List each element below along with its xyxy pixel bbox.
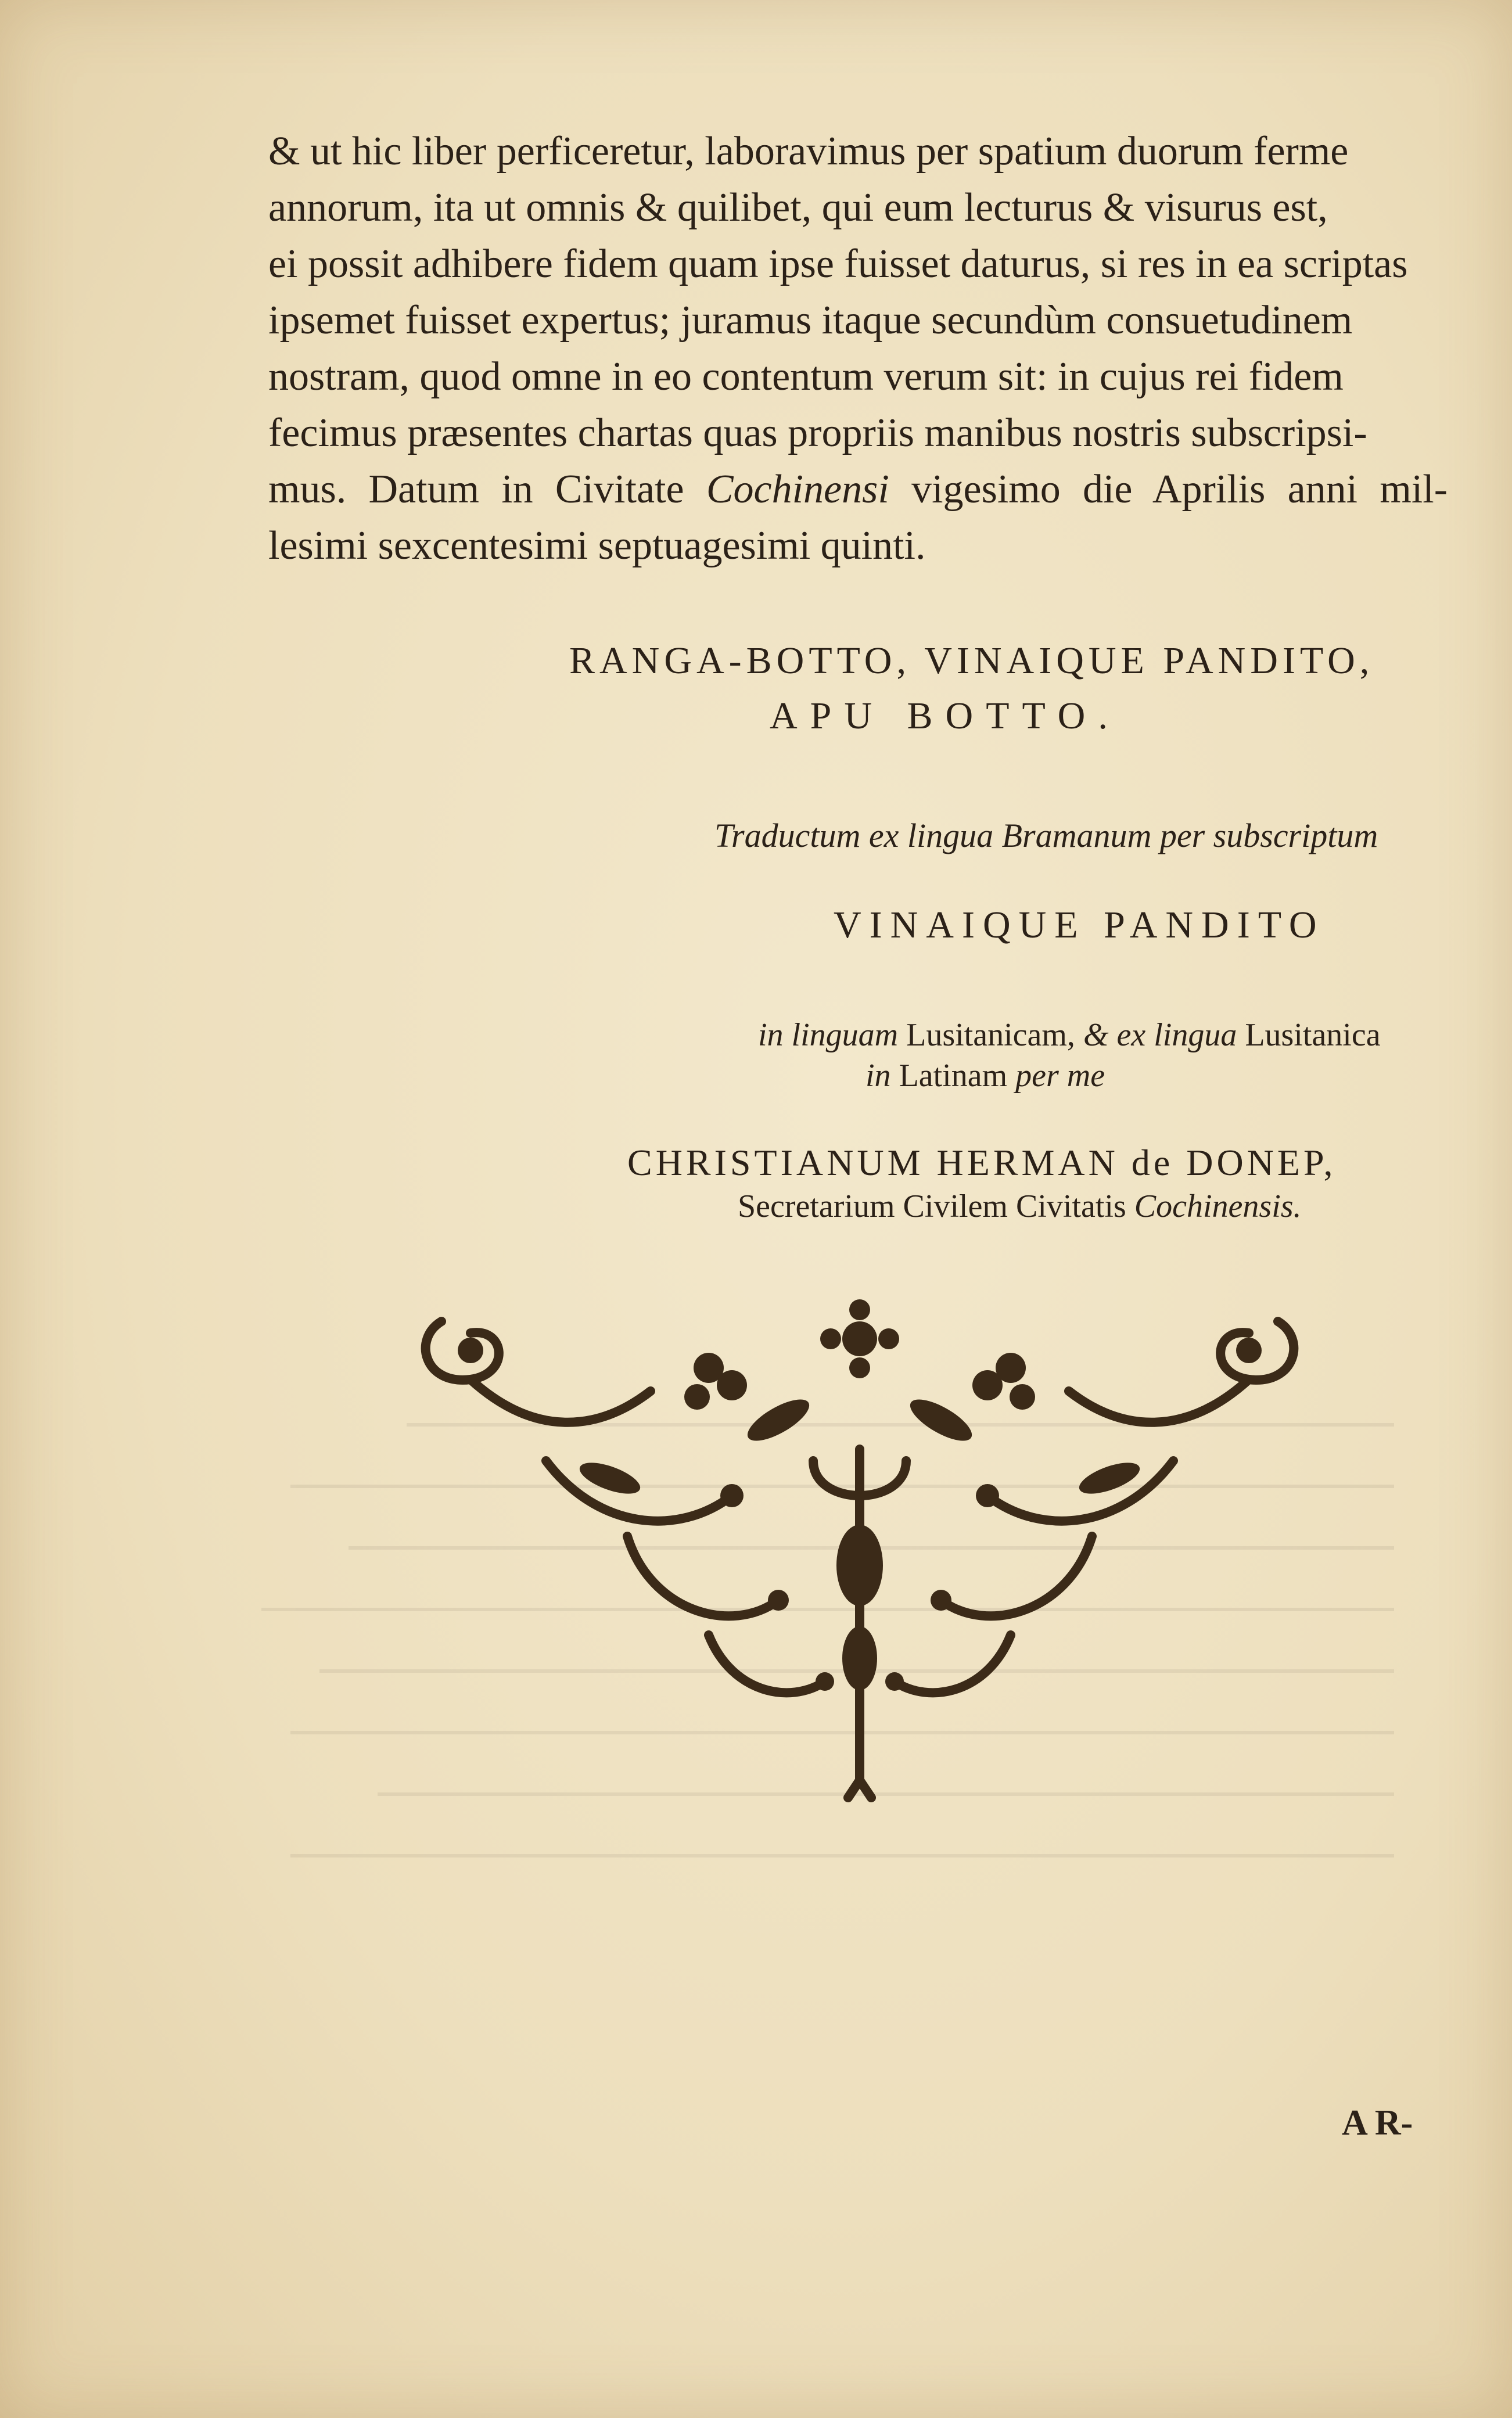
secretary-title-roman: Secretarium Civilem Civitatis: [738, 1188, 1126, 1224]
body-line: annorum, ita ut omnis & quilibet, qui eum lecturus & visurus est,: [268, 185, 1328, 230]
lang-italic: in: [865, 1058, 891, 1094]
language-line-2: [865, 1057, 1105, 1094]
language-line-1: [758, 1016, 1381, 1054]
lang-italic: in linguam: [758, 1017, 899, 1053]
lang-roman: Lusitanicam,: [906, 1017, 1075, 1053]
lang-roman: Latinam: [899, 1058, 1008, 1094]
signatories-line-2: APU BOTTO.: [770, 695, 1120, 737]
translation-note: Traductum ex lingua Bramanum per subscriptum: [714, 817, 1378, 854]
lang-italic: per me: [1015, 1058, 1105, 1094]
secretary-title: [738, 1188, 1302, 1225]
lang-roman: Lusitanica: [1245, 1017, 1381, 1053]
signatories-line-1: RANGA-BOTTO, VINAIQUE PANDITO,: [569, 639, 1374, 682]
body-line: ei possit adhibere fidem quam ipse fuisset daturus, si res in ea scriptas: [268, 242, 1408, 286]
body-line: & ut hic liber perficeretur, laboravimus per spatium duorum ferme: [268, 129, 1349, 174]
body-line: [268, 461, 1448, 518]
body-line: fecimus præsentes chartas quas propriis manibus nostris subscripsi-: [268, 411, 1367, 455]
floral-headpiece-ornament-icon: [407, 1287, 1313, 1809]
lang-italic: & ex lingua: [1083, 1017, 1237, 1053]
body-text-segment: mus. Datum in Civitate: [268, 467, 684, 512]
catchword: A R-: [1342, 2103, 1413, 2143]
secretary-name: CHRISTIANUM HERMAN de DONEP,: [627, 1142, 1337, 1183]
body-text-segment: vigesimo die Aprilis anni mil-: [911, 467, 1448, 512]
body-text-italic-place: Cochinensi: [706, 467, 889, 512]
body-line: ipsemet fuisset expertus; juramus itaque secundùm consuetudinem: [268, 298, 1353, 343]
body-paragraph: [268, 123, 1448, 574]
translator-name: VINAIQUE PANDITO: [834, 904, 1325, 946]
secretary-title-italic: Cochinensis.: [1134, 1188, 1302, 1224]
body-line: nostram, quod omne in eo contentum verum sit: in cujus rei fidem: [268, 354, 1344, 399]
body-line: lesimi sexcentesimi septuagesimi quinti.: [268, 523, 926, 568]
